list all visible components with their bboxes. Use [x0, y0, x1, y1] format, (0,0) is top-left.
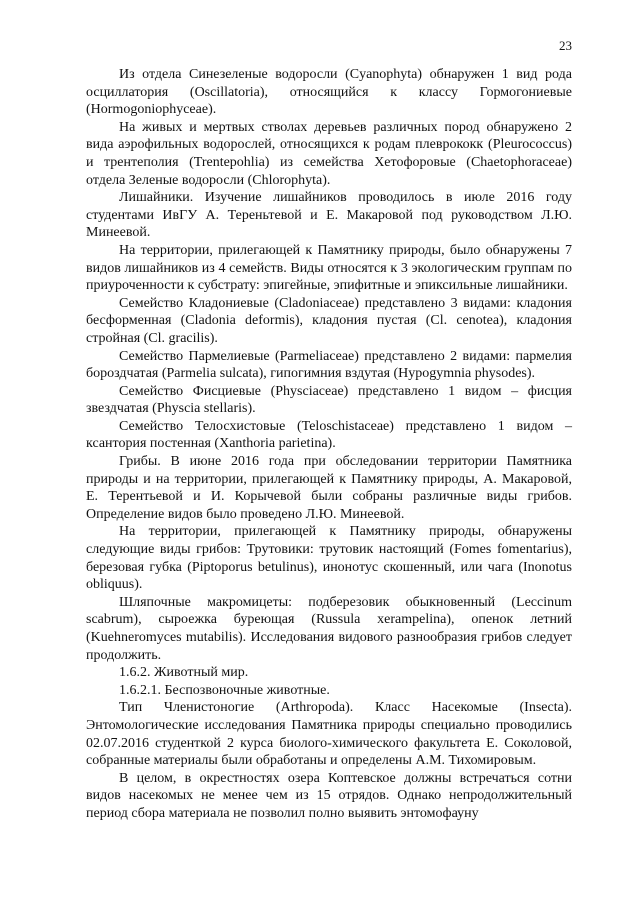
paragraph-macromycetes: Шляпочные макромицеты: подберезовик обыкновенный (Leccinum scabrum), сыроежка буреющая (Russula xerampelina), опенок летний (Kuehneromyces mutabilis). Исследования видового разнообразия грибов следует продолжить. — [86, 594, 572, 663]
paragraph-aerophilic-algae: На живых и мертвых стволах деревьев различных пород обнаружено 2 вида аэрофильных водорослей, относящихся к родам плеврококк (Pleurococcus) и трентеполия (Trentepohlia) из семейства Хетофоровые (Chaetophoraceae) отдела Зеленые водоросли (Chlorophyta). — [86, 119, 572, 188]
section-heading-fauna: 1.6.2. Животный мир. — [119, 665, 249, 681]
paragraph-cyanophyta: Из отдела Синезеленые водоросли (Cyanophyta) обнаружен 1 вид рода осциллатория (Oscillatoria), относящийся к классу Гормогониевые (Hormogoniophyceae). — [86, 67, 572, 118]
paragraph-cladoniaceae: Семейство Кладониевые (Cladoniaceae) представлено 3 видами: кладония бесформенная (Cladonia deformis), кладония пустая (Cl. cenotea), кладония стройная (Cl. gracilis). — [86, 295, 572, 346]
paragraph-teloschistaceae: Семейство Телосхистовые (Teloschistaceae) представлено 1 видом – ксантория постенная (Xanthoria parietina). — [86, 418, 572, 452]
paragraph-lichens-species-count: На территории, прилегающей к Памятнику природы, было обнаружены 7 видов лишайников из 4 семейств. Виды относятся к 3 экологическим группам по приуроченности к субстрату: эпигейные, эпифитные и эпиксильные лишайники. — [86, 242, 572, 294]
paragraph-polypores: На территории, прилегающей к Памятнику природы, обнаружены следующие виды грибов: Трутовики: трутовик настоящий (Fomes fomentarius), березовая губка (Piptoporus betulinus), инонотус скошенный, или чага (Inonotus obliquus). — [86, 524, 572, 593]
paragraph-arthropoda: Тип Членистоногие (Arthropoda). Класс Насекомые (Insecta). Энтомологические исследования Памятника природы специально проводились 02.07.2016 студенткой 2 курса биолого-химического факультета Е. Соколовой, собранные материалы были обработаны и определены А.М. Тихомировым. — [86, 700, 572, 769]
paragraph-insect-diversity: В целом, в окрестностях озера Коптевское должны встречаться сотни видов насекомых не менее чем из 15 отрядов. Однако непродолжительный период сбора материала не позволил полно выявить энтомофауну — [86, 770, 572, 821]
page-number: 23 — [559, 38, 572, 53]
paragraph-parmeliaceae: Семейство Пармелиевые (Parmeliaceae) представлено 2 видами: пармелия бороздчатая (Parmelia sulcata), гипогимния вздутая (Hypogymnia physodes). — [86, 348, 572, 382]
body-text — [86, 66, 572, 823]
section-heading-invertebrates: 1.6.2.1. Беспозвоночные животные. — [119, 682, 330, 698]
paragraph-physciaceae: Семейство Фисциевые (Physciaceae) представлено 1 видом – фисция звездчатая (Physcia stellaris). — [86, 383, 572, 417]
paragraph-fungi-intro: Грибы. В июне 2016 года при обследовании территории Памятника природы и на территории, прилегающей к Памятнику природы, А. Макаровой, Е. Терентьевой и И. Корычевой были собраны различные виды грибов. Определение видов было проведено Л.Ю. Минеевой. — [86, 454, 572, 522]
paragraph-lichens-intro: Лишайники. Изучение лишайников проводилось в июле 2016 году студентами ИвГУ А. Тереньтевой и Е. Макаровой под руководством Л.Ю. Минеевой. — [86, 190, 572, 241]
